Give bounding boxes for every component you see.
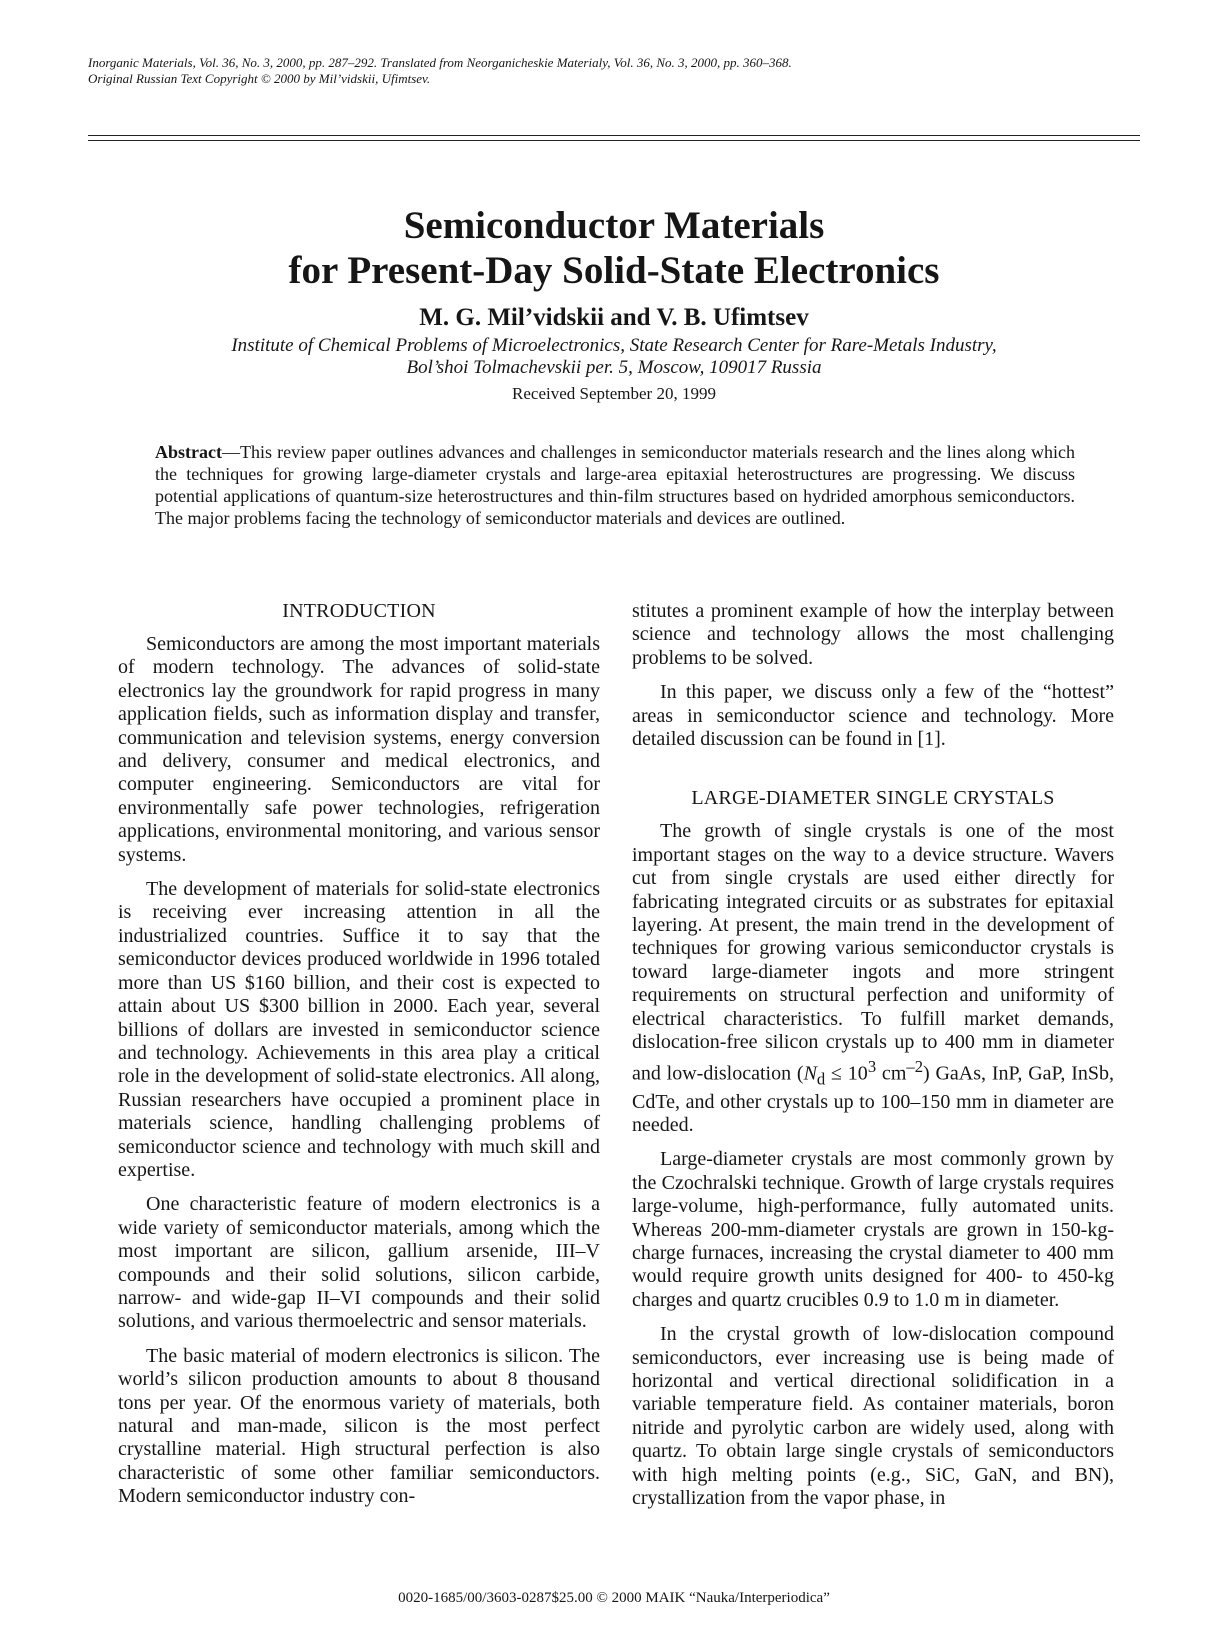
paragraph: The basic material of modern electronics is silicon. The world’s silicon production amounts to about 8 thousand tons per year. Of the enormous variety of materials, both natural and man-made, silicon is the most perfect crystalline material. High structural perfection is also characteristic of some other familiar semiconductors. Modern semiconductor industry con- (118, 1344, 600, 1508)
affiliation-line-1: Institute of Chemical Problems of Microelectronics, State Research Center for Rare-Metals Industry, (231, 335, 997, 356)
header-double-rule (88, 135, 1140, 141)
affiliation (88, 335, 1140, 379)
subscript-d: d (816, 1069, 826, 1089)
abstract-text: —This review paper outlines advances and challenges in semiconductor materials research and the lines along which the techniques for growing large-diameter crystals and large-area epitaxial heterostructures are progressing. We discuss potential applications of quantum-size heterostructures and thin-film structures based on hydrided amorphous semiconductors. The major problems facing the technology of semiconductor materials and devices are outlined. (155, 442, 1075, 528)
paragraph: In this paper, we discuss only a few of the “hottest” areas in semiconductor science and technology. More detailed discussion can be found in [1]. (632, 681, 1114, 751)
title-block (88, 203, 1140, 405)
paragraph-continued: stitutes a prominent example of how the interplay between science and technology allows the most challenging problems to be solved. (632, 600, 1114, 669)
rule-bottom (88, 140, 1140, 141)
paragraph: In the crystal growth of low-dislocation compound semiconductors, ever increasing use is being made of horizontal and vertical directional solidification in a variable temperature field. As container materials, boron nitride and pyrolytic carbon are widely used, along with quartz. To obtain large single crystals of semiconductors with high melting points (e.g., SiC, GaN, and BN), crystallization from the vapor phase, in (632, 1323, 1114, 1510)
title-line-2: for Present-Day Solid-State Electronics (288, 249, 940, 292)
text-run: cm (876, 1062, 907, 1085)
symbol-n: N (803, 1062, 817, 1085)
paragraph: Large-diameter crystals are most commonly grown by the Czochralski technique. Growth of large crystals requires large-volume, high-performance, fully automated units. Whereas 200-mm-diameter crystals are grown in 150-kg-charge furnaces, increasing the crystal diameter to 400 mm would require growth units designed for 400- to 450-kg charges and quartz crucibles 0.9 to 1.0 m in diameter. (632, 1148, 1114, 1311)
section-heading-large-diameter: LARGE-DIAMETER SINGLE CRYSTALS (691, 787, 1055, 810)
rule-top (88, 135, 1140, 136)
text-run: ≤ 10 (825, 1062, 868, 1085)
paragraph: One characteristic feature of modern electronics is a wide variety of semiconductor materials, among which the most important are silicon, gallium arsenide, III–V compounds and their solid solutions, silicon carbide, narrow- and wide-gap II–VI compounds and their solid solutions, and various thermoelectric and sensor materials. (118, 1193, 600, 1333)
citation-header (88, 55, 1148, 87)
right-column (632, 600, 1114, 1521)
abstract (155, 441, 1075, 529)
citation-line-1: Inorganic Materials, Vol. 36, No. 3, 2000, pp. 287–292. Translated from Neorganicheskie Materialy, Vol. 36, No. 3, 2000, pp. 360–368. (88, 55, 792, 70)
text-run: ) GaAs, InP, GaP, InSb, CdTe, and other crystals up to 100–150 mm in diameter are needed. (632, 1062, 1114, 1136)
citation-line-2: Original Russian Text Copyright © 2000 by Mil’vidskii, Ufimtsev. (88, 71, 431, 86)
section-heading-introduction: INTRODUCTION (282, 600, 436, 622)
text-run: The growth of single crystals is one of the most important stages on the way to a device structure. Wavers cut from single crystals are used either directly for fabricating integrated circuits or as substrates for epitaxial layering. At present, the main trend in the development of techniques for growing various semiconductor crystals is toward large-diameter ingots and more stringent requirements on structural perfection and uniformity of electrical characteristics. To fulfill market demands, dislocation-free silicon crystals up to 400 mm in diameter and low-dislocation ( (632, 820, 1114, 1085)
left-column (118, 600, 600, 1520)
copyright-footer: 0020-1685/00/3603-0287$25.00 © 2000 MAIK “Nauka/Interperiodica” (398, 1590, 830, 1606)
affiliation-line-2: Bol’shoi Tolmachevskii per. 5, Moscow, 109017 Russia (406, 357, 822, 378)
paragraph: The development of materials for solid-state electronics is receiving ever increasing attention in all the industrialized countries. Suffice it to say that the semiconductor devices produced worldwide in 1996 totaled more than US $160 billion, and their cost is expected to attain about US $300 billion in 2000. Each year, several billions of dollars are invested in semiconductor science and technology. Achievements in this area play a critical role in the development of solid-state electronics. All along, Russian researchers have occupied a prominent place in materials science, handling challenging problems of semiconductor science and technology with much skill and expertise. (118, 878, 600, 1181)
superscript-neg2: –2 (906, 1056, 924, 1076)
received-date: Received September 20, 1999 (512, 384, 716, 403)
abstract-label: Abstract (155, 442, 222, 462)
paragraph: Semiconductors are among the most important materials of modern technology. The advances of solid-state electronics lay the groundwork for rapid progress in many application fields, such as information display and transfer, communication and television systems, energy conversion and delivery, consumer and medical electronics, and computer engineering. Semiconductors are vital for environmentally safe power technologies, refrigeration applications, environmental monitoring, and various sensor systems. (118, 633, 600, 866)
article-title (88, 203, 1140, 293)
title-line-1: Semiconductor Materials (403, 204, 825, 247)
superscript-3: 3 (867, 1056, 877, 1076)
authors: M. G. Mil’vidskii and V. B. Ufimtsev (419, 304, 809, 331)
paragraph-with-formula (632, 820, 1114, 1137)
